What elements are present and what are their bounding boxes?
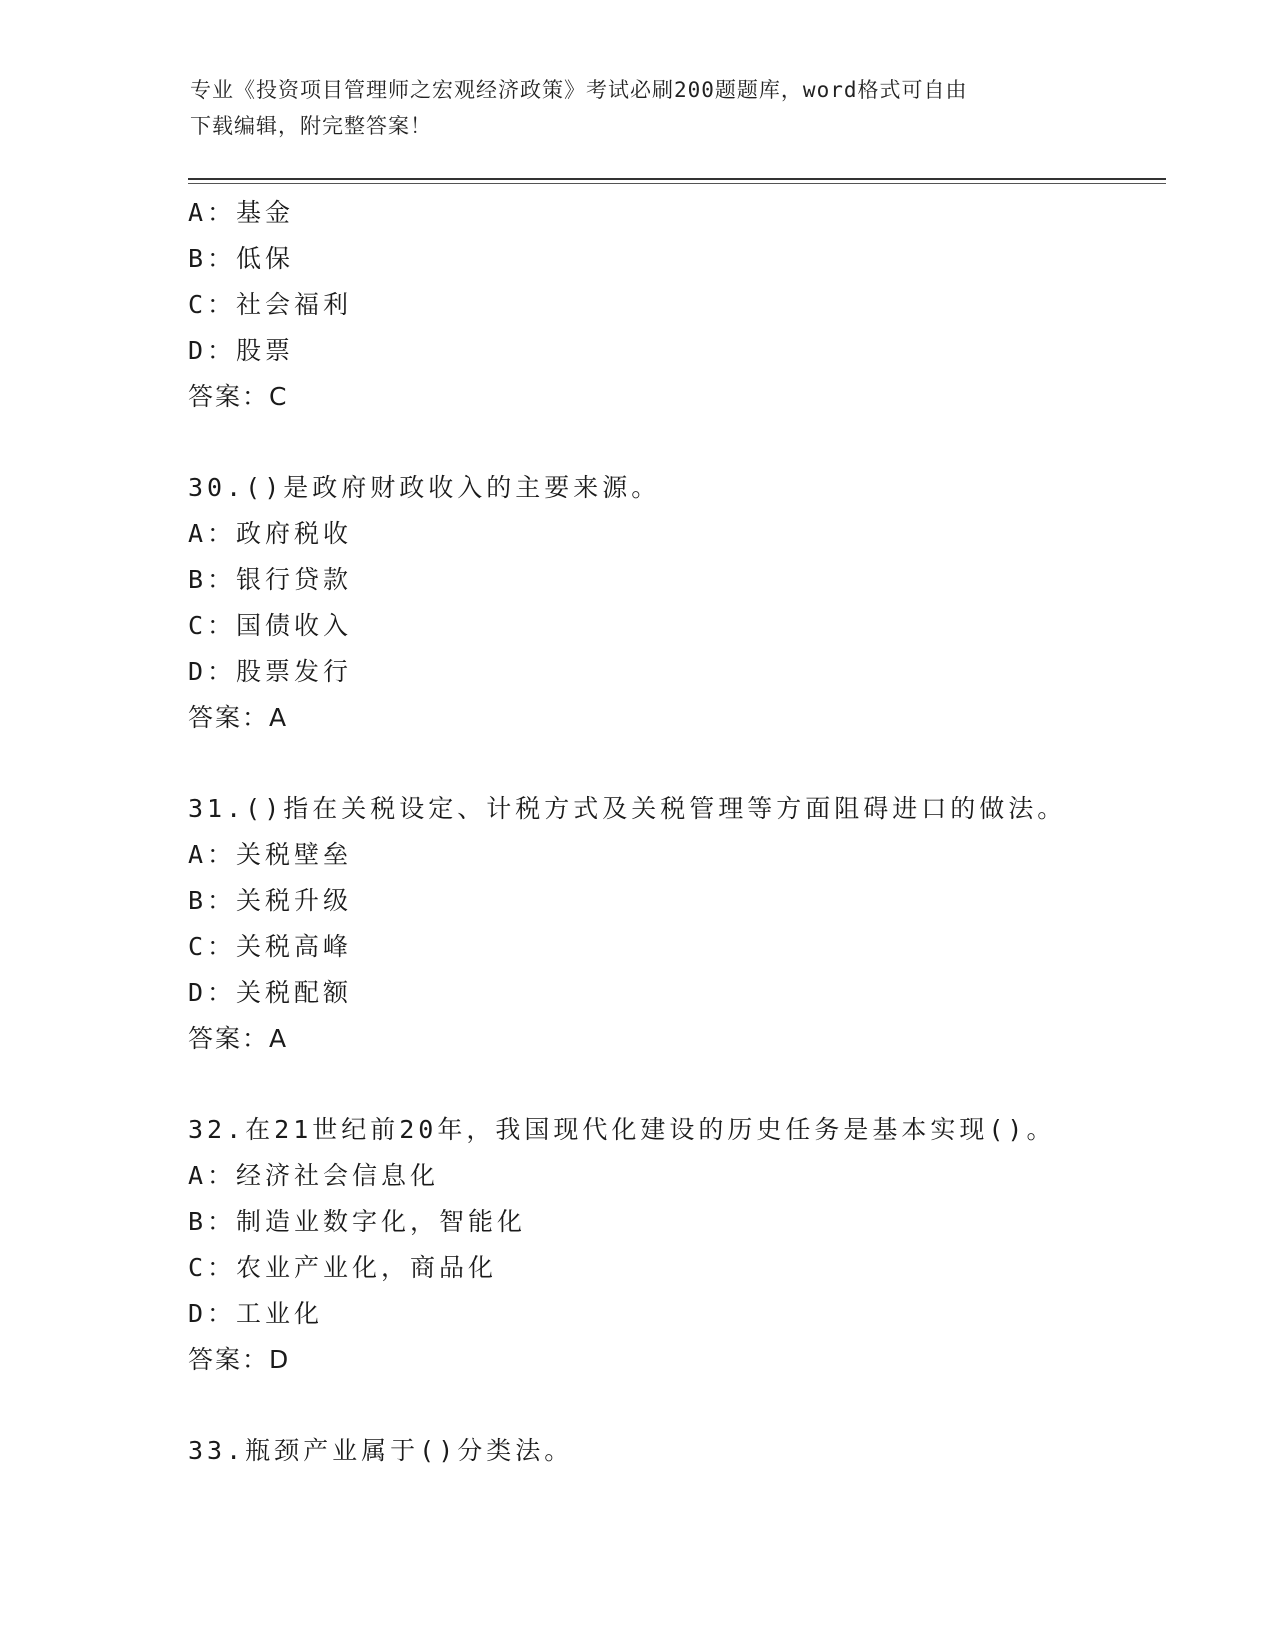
option-b: B：低保 [188,244,295,273]
option-d: D：股票 [188,336,295,365]
option-a: A：关税壁垒 [188,840,353,869]
option-b: B：制造业数字化，智能化 [188,1207,527,1236]
question-31 [188,786,1168,1062]
option-c: C：关税高峰 [188,932,353,961]
option-a: A：经济社会信息化 [188,1161,440,1190]
spacer [188,741,1168,786]
question-29 [188,190,1168,420]
header-line-2: 下载编辑，附完整答案！ [190,114,432,138]
question-30 [188,465,1168,741]
answer: 答案：A [188,1024,289,1053]
option-d: D：股票发行 [188,657,353,686]
header-divider-thin [188,183,1166,184]
answer: 答案：D [188,1345,291,1374]
answer: 答案：A [188,703,289,732]
answer: 答案：C [188,382,289,411]
option-a: A：政府税收 [188,519,353,548]
option-c: C：农业产业化，商品化 [188,1253,498,1282]
document-header [190,72,1090,144]
question-text: 32.在21世纪前20年，我国现代化建设的历史任务是基本实现()。 [188,1115,1056,1144]
spacer [188,1062,1168,1107]
question-32 [188,1107,1168,1383]
option-c: C：国债收入 [188,611,353,640]
question-33 [188,1428,1168,1474]
header-line-1: 专业《投资项目管理师之宏观经济政策》考试必刷200题题库，word格式可自由 [190,78,968,102]
option-b: B：银行贷款 [188,565,353,594]
question-text: 30.()是政府财政收入的主要来源。 [188,473,661,502]
option-d: D：工业化 [188,1299,324,1328]
header-divider-thick [188,178,1166,180]
question-text: 31.()指在关税设定、计税方式及关税管理等方面阻碍进口的做法。 [188,794,1067,823]
question-list [188,190,1168,1474]
spacer [188,420,1168,465]
option-d: D：关税配额 [188,978,353,1007]
spacer [188,1383,1168,1428]
question-text: 33.瓶颈产业属于()分类法。 [188,1436,574,1465]
option-b: B：关税升级 [188,886,353,915]
option-a: A：基金 [188,198,295,227]
option-c: C：社会福利 [188,290,353,319]
